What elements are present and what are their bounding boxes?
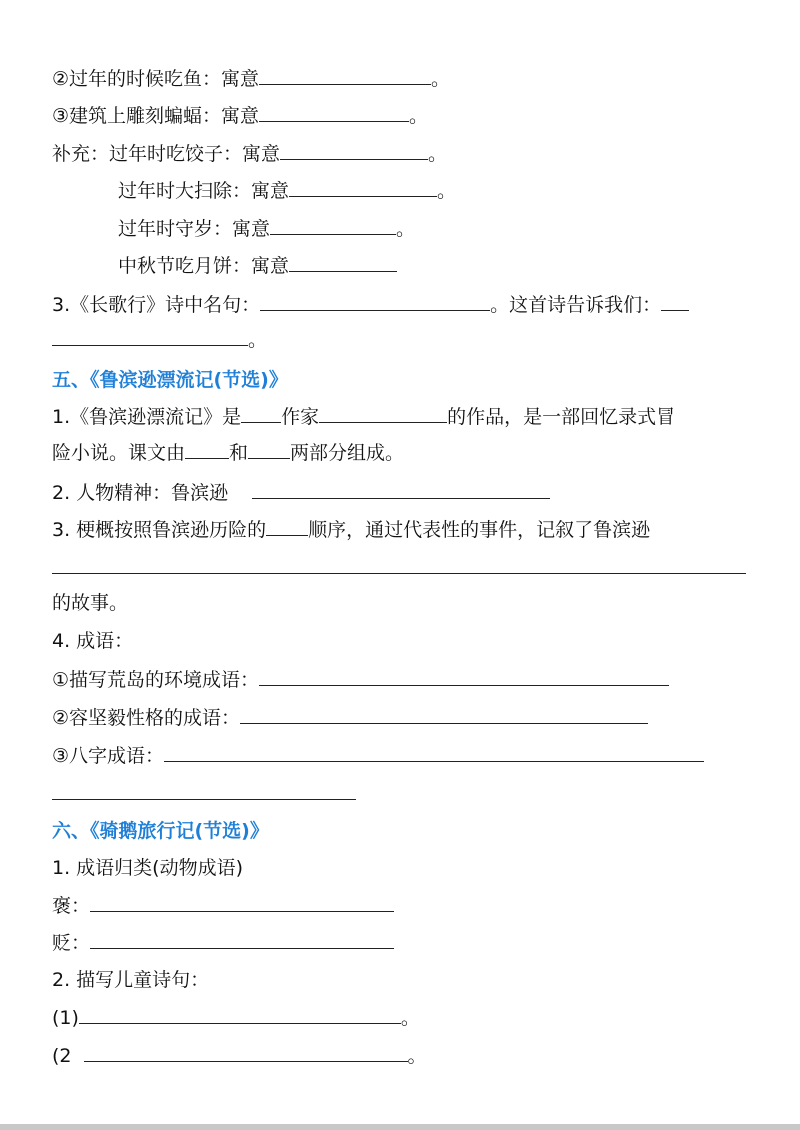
question-label-2: 作家 [281, 406, 320, 428]
question-label-2: 和 [229, 442, 249, 464]
answer-blank[interactable] [164, 743, 704, 762]
changgexing-question-cont [52, 327, 267, 353]
meaning-fish-line [52, 66, 450, 92]
end-punct: 。 [400, 1007, 420, 1029]
page-bottom-edge [0, 1124, 800, 1130]
question-label: 2. 人物精神：鲁滨逊 [52, 482, 229, 504]
question-label-3: 的作品，是一部回忆录式冒 [447, 406, 676, 428]
goose-q1-label: 1. 成语归类(动物成语) [52, 857, 243, 879]
question-label: 3.《长歌行》诗中名句： [52, 294, 261, 316]
answer-blank[interactable] [248, 440, 290, 459]
children-poem-2-line [52, 1043, 427, 1069]
section-6-heading: 六、《骑鹅旅行记(节选)》 [52, 820, 269, 842]
idiom-character-line [52, 705, 648, 731]
robinson-q2-line [52, 480, 550, 506]
answer-blank[interactable] [289, 178, 437, 197]
changgexing-question [52, 292, 689, 318]
answer-blank[interactable] [79, 1005, 401, 1024]
end-punct: 。 [428, 143, 448, 165]
question-label: 贬： [52, 932, 91, 954]
question-label: ③八字成语： [52, 745, 165, 767]
question-label: ②容坚毅性格的成语： [52, 707, 241, 729]
answer-blank[interactable] [270, 216, 396, 235]
section-5-heading: 五、《鲁滨逊漂流记(节选)》 [52, 369, 288, 391]
question-label: ②过年的时候吃鱼：寓意 [52, 68, 260, 90]
answer-blank[interactable] [259, 66, 431, 85]
question-label-2: 。这首诗告诉我们： [490, 294, 662, 316]
meaning-bat-line [52, 103, 428, 129]
question-label: 过年时大扫除：寓意 [118, 180, 290, 202]
answer-blank[interactable] [259, 103, 409, 122]
answer-blank[interactable] [252, 480, 550, 499]
question-label: (2 [52, 1045, 72, 1067]
praise-idioms-line [52, 893, 394, 919]
answer-blank[interactable] [289, 253, 397, 272]
idiom-eight-char-line [52, 743, 704, 769]
end-punct: 。 [409, 105, 429, 127]
question-label: 险小说。课文由 [52, 442, 186, 464]
answer-blank[interactable] [266, 517, 308, 536]
question-label: (1) [52, 1007, 79, 1029]
supplement-dumplings-line [52, 141, 447, 167]
question-label: ①描写荒岛的环境成语： [52, 669, 260, 691]
answer-blank[interactable] [52, 327, 248, 346]
question-label-3: 两部分组成。 [290, 442, 405, 464]
answer-blank[interactable] [661, 292, 689, 311]
robinson-q4-label: 4. 成语： [52, 630, 134, 652]
question-label: 3. 梗概按照鲁滨逊历险的 [52, 519, 267, 541]
answer-blank[interactable] [84, 1043, 408, 1062]
question-label: ③建筑上雕刻蝙蝠：寓意 [52, 105, 260, 127]
answer-blank[interactable] [280, 141, 428, 160]
answer-blank[interactable] [260, 292, 490, 311]
supplement-mooncake-line [118, 253, 397, 279]
answer-blank[interactable] [240, 705, 648, 724]
idiom-eight-char-answer-cont[interactable] [52, 799, 356, 800]
question-label: 过年时守岁：寓意 [118, 218, 271, 240]
supplement-cleaning-line [118, 178, 456, 204]
robinson-q1-line1 [52, 404, 675, 430]
answer-blank[interactable] [241, 404, 281, 423]
robinson-q3-line1 [52, 517, 650, 543]
derogatory-idioms-line [52, 930, 394, 956]
question-label: 褒： [52, 895, 91, 917]
question-label: 中秋节吃月饼：寓意 [118, 255, 290, 277]
robinson-q3-line2: 的故事。 [52, 592, 129, 614]
children-poem-1-line [52, 1005, 420, 1031]
question-label-2: 顺序，通过代表性的事件，记叙了鲁滨逊 [308, 519, 651, 541]
supplement-vigil-line [118, 216, 415, 242]
idiom-island-line [52, 667, 669, 693]
end-punct: 。 [437, 180, 457, 202]
answer-blank[interactable] [90, 893, 394, 912]
answer-blank[interactable] [259, 667, 669, 686]
robinson-q1-line2 [52, 440, 404, 466]
goose-q2-label: 2. 描写儿童诗句： [52, 969, 210, 991]
answer-blank[interactable] [90, 930, 394, 949]
question-label: 1.《鲁滨逊漂流记》是 [52, 406, 242, 428]
end-punct: 。 [248, 329, 268, 351]
end-punct: 。 [407, 1045, 427, 1067]
question-label: 补充：过年时吃饺子：寓意 [52, 143, 281, 165]
end-punct: 。 [396, 218, 416, 240]
robinson-q3-answer-line[interactable] [52, 573, 746, 574]
answer-blank[interactable] [319, 404, 447, 423]
end-punct: 。 [431, 68, 451, 90]
answer-blank[interactable] [185, 440, 229, 459]
